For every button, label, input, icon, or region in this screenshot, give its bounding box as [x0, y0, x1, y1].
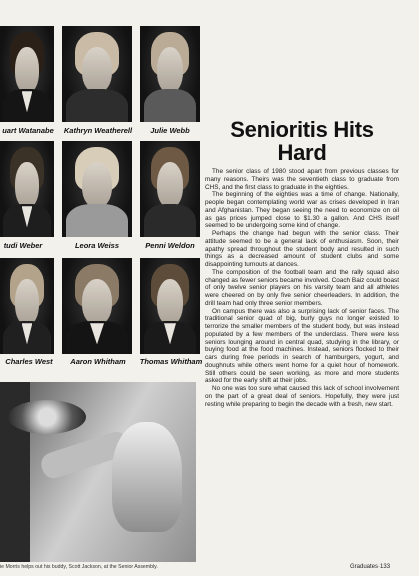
photo-caption: ie Morris helps out his buddy, Scott Jackson, at the Senior Assembly.	[0, 564, 158, 570]
article-paragraph: No one was too sure what caused this lack of school involvement on the part of a great deal of seniors. Hopefully, they were just resting while preparing to begin the decade with a fresh, new start.	[205, 385, 399, 408]
portrait-photo	[0, 141, 54, 237]
article-paragraph: On campus there was also a surprising lack of senior faces. The traditional senior quad of big, burly guys no longer existed to terrorize the smaller members of the student body, but was instead populated by a few members of the underclass. There were less seniors lounging around in central quad, studying in the library, or buying food at the food machines. Instead, seniors flocked to their cars during free periods in search of hamburgers, yogurt, and doughnuts while others went home for a quiet hour of homework. Still others could be seen working, as more and more students asked for the early shift at their jobs.	[205, 307, 399, 385]
article-paragraph: Perhaps the change had begun with the senior class. Their attitude seemed to be a general lack of enthusiasm. Soon, their apathy spread throughout the student body and resulted in such things as a decreased amount of student clubs and some disappointing turnouts at dances.	[205, 230, 399, 268]
article-title	[208, 118, 396, 164]
portrait-name: Leora Weiss	[74, 241, 120, 250]
portrait-photo	[140, 258, 200, 354]
article-body	[205, 168, 399, 408]
portrait-name: Charles West	[5, 357, 53, 366]
page-footer: Graduates·133	[350, 564, 391, 570]
article-title-line: Senioritis Hits	[230, 117, 374, 142]
portrait-photo	[62, 258, 132, 354]
article-paragraph: The composition of the football team and the rally squad also changed as fewer seniors became involved. Coach Baiz could boast of only twelve senior players on his varsity team and all athletes were cheered on by only five senior cheerleaders. In addition, the drill team had only three senior members.	[205, 268, 399, 307]
portrait-name: Thomas Whitham	[139, 357, 203, 366]
portrait-name: Kathryn Weatherell	[63, 126, 133, 135]
portrait-photo	[0, 258, 54, 354]
portrait-photo	[140, 141, 200, 237]
article-title-line: Hard	[277, 140, 327, 165]
portrait-name: uart Watanabe	[2, 126, 54, 135]
portrait-photo	[0, 26, 54, 122]
portrait-name: tudi Weber	[3, 241, 43, 250]
portrait-name: Aaron Whitham	[70, 357, 126, 366]
portrait-photo	[62, 141, 132, 237]
article-paragraph: The senior class of 1980 stood apart from previous classes for many reasons. Theirs was the seventieth class to graduate from CHS, and the first class to graduate in the eighties.	[205, 168, 399, 191]
portrait-name: Penni Weldon	[145, 241, 195, 250]
portrait-name: Julie Webb	[150, 126, 190, 135]
senior-assembly-photo	[0, 382, 196, 562]
article-paragraph: The beginning of the eighties was a time of change. Nationally, people began contemplating world war as crises developed in Iran and Afghanistan. They began seeing the need to economize on oil as gas prices jumped close to $1.30 a gallon. And CHS itself seemed to be undergoing some kind of change.	[205, 191, 399, 230]
portrait-photo	[62, 26, 132, 122]
portrait-photo	[140, 26, 200, 122]
